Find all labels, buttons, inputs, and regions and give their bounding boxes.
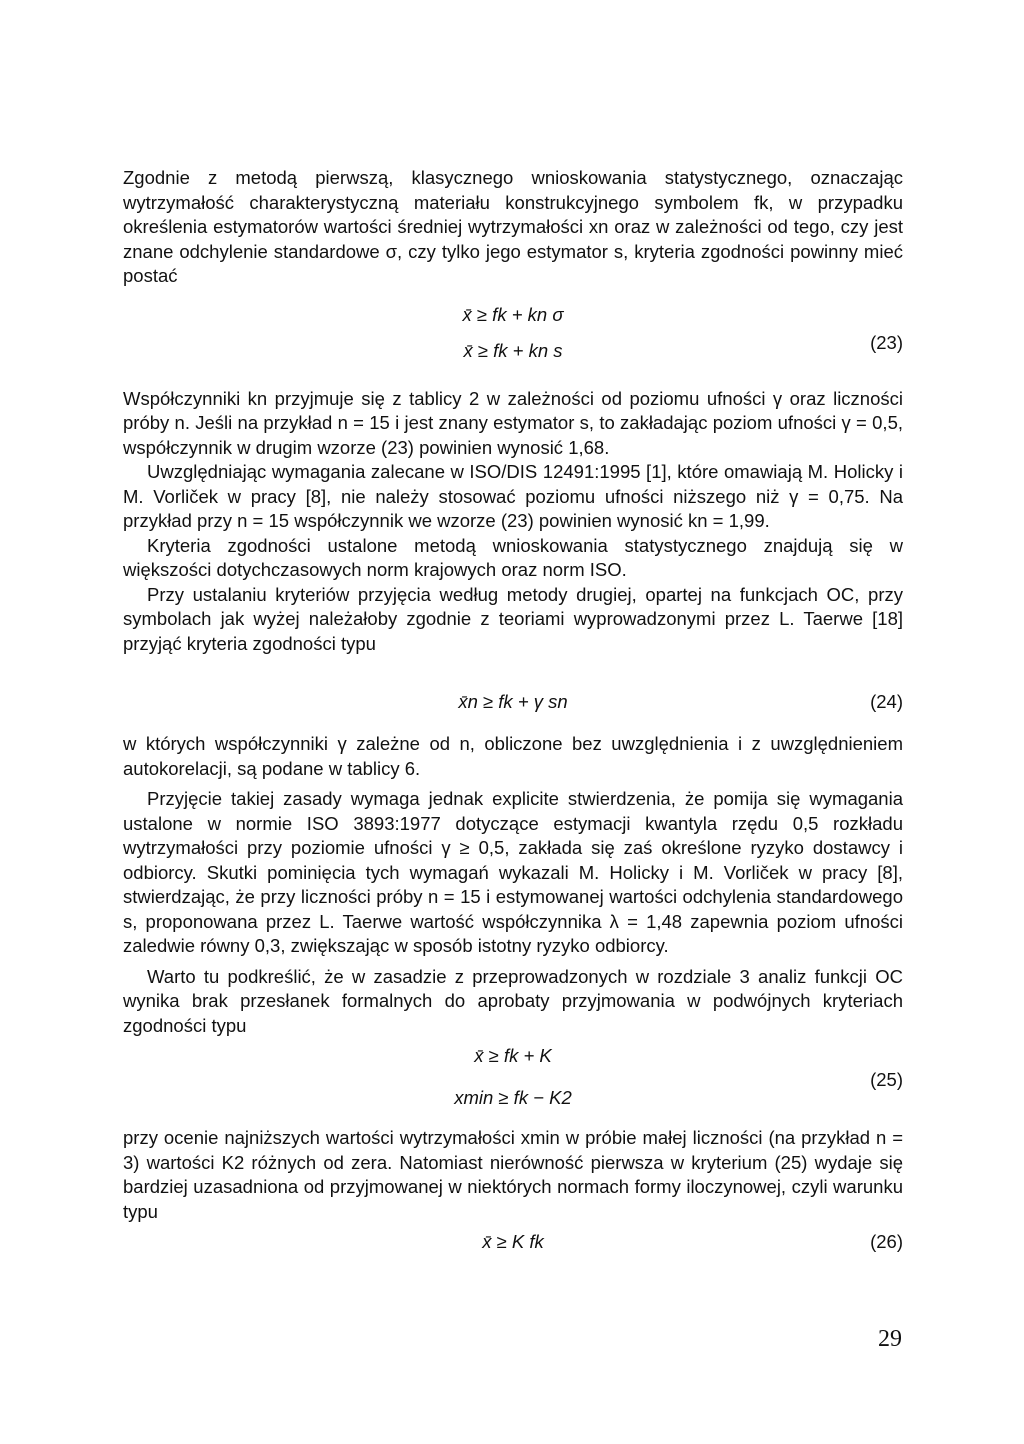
equation-23-line-1: x̄ ≥ fk + kn σ bbox=[462, 303, 564, 325]
paragraph-6: w których współczynniki γ zależne od n, obliczone bez uwzględnienia i z uwzględnieniem autokorelacji, są podane w tablicy 6. bbox=[123, 733, 903, 779]
equation-23 bbox=[123, 295, 903, 381]
equation-24-number: (24) bbox=[870, 691, 903, 712]
paragraph-2: Współczynniki kn przyjmuje się z tablicy 2 w zależności od poziomu ufności γ oraz liczności próby n. Jeśli na przykład n = 15 i jest znany estymator s, to zakładając poziom ufności γ = 0,5, współczynnik w drugim wzorze (23) powinien wynosić 1,68. bbox=[123, 387, 903, 458]
equation-25-number: (25) bbox=[870, 1069, 903, 1090]
equation-25-line-2: xmin ≥ fk − K2 bbox=[454, 1087, 572, 1108]
equation-23-number: (23) bbox=[870, 331, 903, 353]
paragraph-8: Warto tu podkreślić, że w zasadzie z przeprowadzonych w rozdziale 3 analiz funkcji OC wynika brak przesłanek formalnych do aprobaty przyjmowania w podwójnych kryteriach zgodności typu bbox=[123, 965, 903, 1036]
paragraph-4: Kryteria zgodności ustalone metodą wnioskowania statystycznego znajdują się w większości dotychczasowych norm krajowych oraz norm ISO. bbox=[123, 534, 903, 580]
paragraph-1: Zgodnie z metodą pierwszą, klasycznego wnioskowania statystycznego, oznaczając wytrzymałość charakterystyczną materiału konstrukcyjnego symbolem fk, w przypadku określenia estymatorów wartości średniej wytrzymałości xn oraz w zależności od tego, czy jest znane odchylenie standardowe σ, czy tylko jego estymator s, kryteria zgodności powinny mieć postać bbox=[123, 167, 903, 286]
page-number: 29 bbox=[878, 1326, 902, 1352]
equation-25-line-1: x̄ ≥ fk + K bbox=[474, 1045, 552, 1066]
equation-26 bbox=[123, 1224, 903, 1258]
equation-23-line-2: x̄ ≥ fk + kn s bbox=[463, 339, 563, 361]
equation-25 bbox=[123, 1038, 903, 1126]
paragraph-9: przy ocenie najniższych wartości wytrzymałości xmin w próbie małej liczności (na przykład n = 3) wartości K2 różnych od zera. Natomiast nierówność pierwsza w kryterium (25) wydaje się bardziej uzasadniona od przyjmowanej w niektórych normach formy iloczynowej, czyli warunku typu bbox=[123, 1127, 903, 1222]
paragraph-7: Przyjęcie takiej zasady wymaga jednak explicite stwierdzenia, że pomija się wymagania ustalone w normie ISO 3893:1977 dotyczące estymacji kwantyla rzędu 0,5 rozkładu wytrzymałości przy poziomie ufności γ ≥ 0,5, zakłada się zaś określone ryzyko dostawcy i odbiorcy. Skutki pominięcia tych wymagań wykazali M. Holicky i M. Vorliček w pracy [8], stwierdzając, że przy liczności próby n = 15 i estymowanej wartości odchylenia standardowego s, proponowana przez L. Taerwe wartość współczynnika λ = 1,48 zapewnia poziom ufności zaledwie równy 0,3, zwiększając w sposób istotny ryzyko odbiorcy. bbox=[123, 788, 903, 956]
equation-26-expression: x̄ ≥ K fk bbox=[482, 1231, 544, 1252]
equation-24 bbox=[123, 656, 903, 728]
paragraph-3: Uwzględniając wymagania zalecane w ISO/DIS 12491:1995 [1], które omawiają M. Holicky i M. Vorliček w pracy [8], nie należy stosować poziomu ufności niższego niż γ = 0,75. Na przykład przy n = 15 współczynnik we wzorze (23) powinien wynosić kn = 1,99. bbox=[123, 461, 903, 531]
body-text bbox=[123, 166, 903, 1258]
equation-24-expression: x̄n ≥ fk + γ sn bbox=[458, 691, 568, 712]
equation-26-number: (26) bbox=[870, 1231, 903, 1252]
paragraph-5: Przy ustalaniu kryteriów przyjęcia według metody drugiej, opartej na funkcjach OC, przy symbolach jak wyżej należałoby zgodnie z teoriami wyprowadzonymi przez L. Taerwe [18] przyjąć kryteria zgodności typu bbox=[123, 583, 903, 654]
